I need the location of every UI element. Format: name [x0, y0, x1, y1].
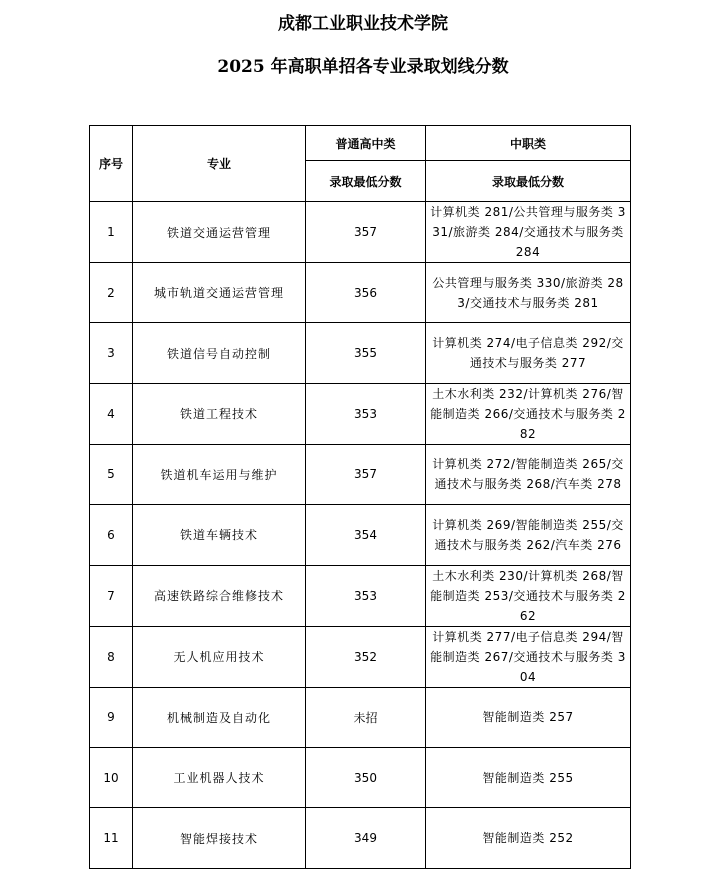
row-vocational-scores: 公共管理与服务类 330/旅游类 283/交通技术与服务类 281: [426, 263, 631, 323]
row-vocational-scores: 土木水利类 232/计算机类 276/智能制造类 266/交通技术与服务类 282: [426, 383, 631, 444]
table-row: [90, 505, 631, 565]
row-major: 机械制造及自动化: [133, 687, 306, 747]
row-vocational-scores: 智能制造类 257: [426, 687, 631, 747]
table-row: [90, 626, 631, 687]
row-major: 无人机应用技术: [133, 626, 306, 687]
table-row: [90, 687, 631, 747]
row-general-score: 353: [306, 383, 426, 444]
table-row: [90, 202, 631, 263]
header-vocational: 中职类: [426, 126, 631, 161]
row-major: 工业机器人技术: [133, 747, 306, 807]
header-index: 序号: [90, 126, 133, 202]
row-major: 高速铁路综合维修技术: [133, 565, 306, 626]
table-row: [90, 263, 631, 323]
row-vocational-scores: 智能制造类 252: [426, 808, 631, 868]
row-vocational-scores: 土木水利类 230/计算机类 268/智能制造类 253/交通技术与服务类 262: [426, 565, 631, 626]
row-index: 6: [90, 505, 133, 565]
row-major: 城市轨道交通运营管理: [133, 263, 306, 323]
table-row: [90, 747, 631, 807]
row-index: 10: [90, 747, 133, 807]
table-row: [90, 565, 631, 626]
row-vocational-scores: 计算机类 269/智能制造类 255/交通技术与服务类 262/汽车类 276: [426, 505, 631, 565]
document-title: 成都工业职业技术学院: [278, 14, 448, 34]
row-index: 9: [90, 687, 133, 747]
row-index: 1: [90, 202, 133, 263]
row-general-score: 356: [306, 263, 426, 323]
row-vocational-scores: 智能制造类 255: [426, 747, 631, 807]
row-index: 2: [90, 263, 133, 323]
row-general-score: 350: [306, 747, 426, 807]
row-general-score: 未招: [306, 687, 426, 747]
header-major: 专业: [133, 126, 306, 202]
row-major: 铁道车辆技术: [133, 505, 306, 565]
header-general: 普通高中类: [306, 126, 426, 161]
table-row: [90, 808, 631, 868]
table-row: [90, 383, 631, 444]
row-general-score: 349: [306, 808, 426, 868]
row-vocational-scores: 计算机类 272/智能制造类 265/交通技术与服务类 268/汽车类 278: [426, 444, 631, 504]
table-row: [90, 444, 631, 504]
row-general-score: 352: [306, 626, 426, 687]
row-major: 智能焊接技术: [133, 808, 306, 868]
row-vocational-scores: 计算机类 281/公共管理与服务类 331/旅游类 284/交通技术与服务类 284: [426, 202, 631, 263]
row-index: 8: [90, 626, 133, 687]
row-index: 4: [90, 383, 133, 444]
row-general-score: 354: [306, 505, 426, 565]
row-general-score: 355: [306, 323, 426, 383]
row-general-score: 357: [306, 444, 426, 504]
row-index: 3: [90, 323, 133, 383]
row-major: 铁道工程技术: [133, 383, 306, 444]
header-general-min-score: 录取最低分数: [306, 161, 426, 202]
header-vocational-min-score: 录取最低分数: [426, 161, 631, 202]
row-vocational-scores: 计算机类 277/电子信息类 294/智能制造类 267/交通技术与服务类 304: [426, 626, 631, 687]
row-major: 铁道信号自动控制: [133, 323, 306, 383]
row-general-score: 353: [306, 565, 426, 626]
row-major: 铁道交通运营管理: [133, 202, 306, 263]
row-index: 7: [90, 565, 133, 626]
row-general-score: 357: [306, 202, 426, 263]
row-vocational-scores: 计算机类 274/电子信息类 292/交通技术与服务类 277: [426, 323, 631, 383]
document-subtitle: 2025 年高职单招各专业录取划线分数: [217, 57, 509, 77]
row-index: 11: [90, 808, 133, 868]
row-index: 5: [90, 444, 133, 504]
row-major: 铁道机车运用与维护: [133, 444, 306, 504]
admission-scores-table: [89, 125, 631, 869]
table-row: [90, 323, 631, 383]
